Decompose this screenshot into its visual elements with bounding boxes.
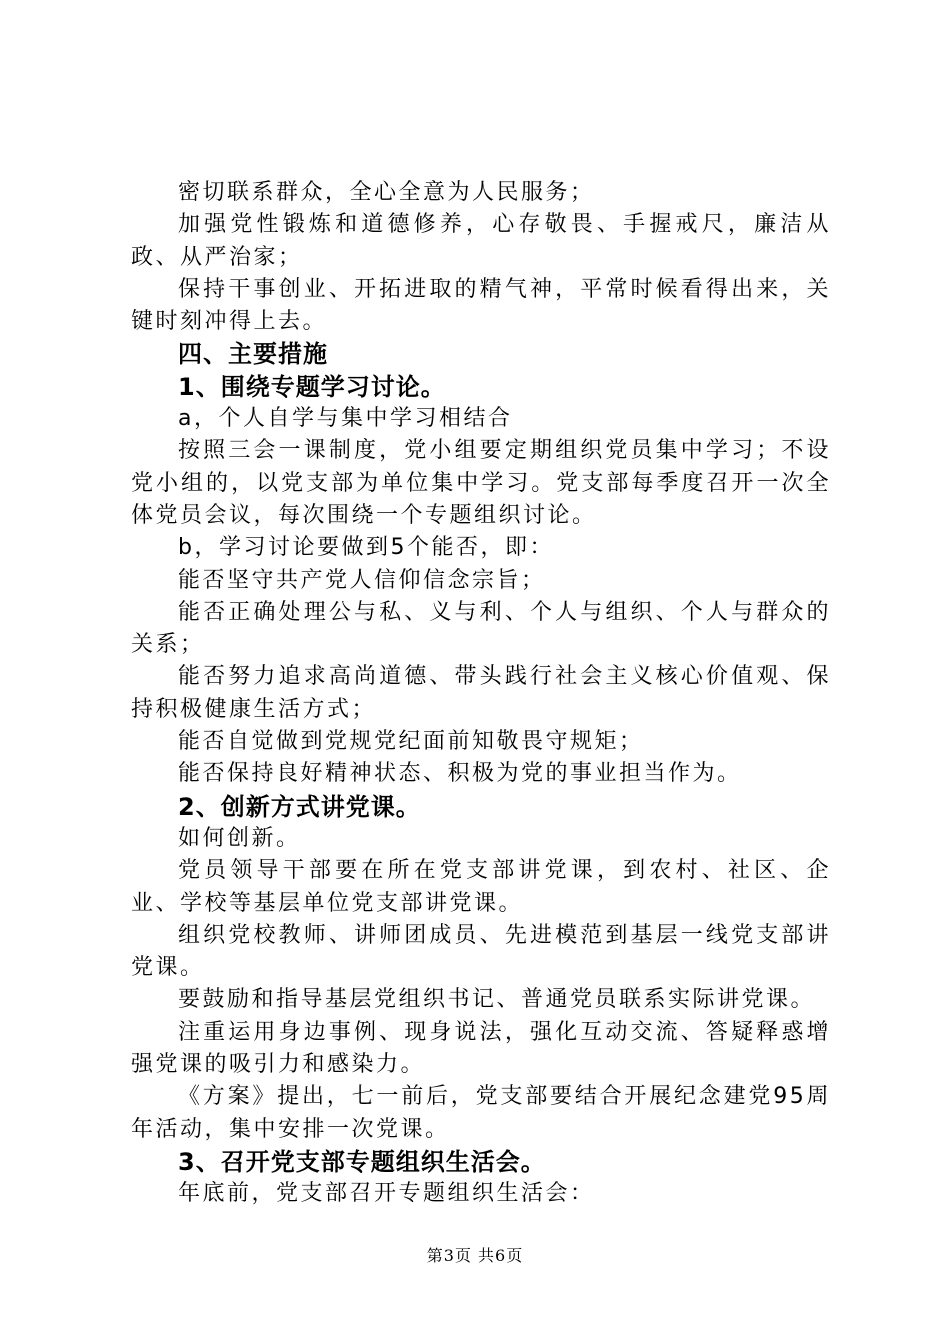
section-heading: 四、主要措施 xyxy=(178,340,328,369)
document-body xyxy=(131,177,831,1211)
body-paragraph: b，学习讨论要做到5个能否，即： xyxy=(178,535,554,561)
section-heading: 1、围绕专题学习讨论。 xyxy=(178,372,446,401)
body-paragraph: 年底前，党支部召开专题组织生活会： xyxy=(178,1181,595,1207)
body-paragraph: 能否努力追求高尚道德、带头践行社会主义核心价值观、保持积极健康生活方式； xyxy=(131,664,831,722)
body-paragraph: 《方案》提出，七一前后，党支部要结合开展纪念建党95周年活动，集中安排一次党课。 xyxy=(131,1084,831,1142)
body-paragraph: 要鼓励和指导基层党组织书记、普通党员联系实际讲党课。 xyxy=(178,987,816,1013)
body-paragraph: 如何创新。 xyxy=(178,825,301,851)
body-paragraph: 按照三会一课制度，党小组要定期组织党员集中学习；不设党小组的，以党支部为单位集中学习。党支部每季度召开一次全体党员会议，每次围绕一个专题组织讨论。 xyxy=(131,438,831,528)
body-paragraph: 保持干事创业、开拓进取的精气神，平常时候看得出来，关键时刻冲得上去。 xyxy=(131,276,831,335)
body-paragraph: a，个人自学与集中学习相结合 xyxy=(178,406,513,432)
body-paragraph: 党员领导干部要在所在党支部讲党课，到农村、社区、企业、学校等基层单位党支部讲党课。 xyxy=(131,858,831,916)
body-paragraph: 能否自觉做到党规党纪面前知敬畏守规矩； xyxy=(178,729,644,755)
body-paragraph: 密切联系群众，全心全意为人民服务； xyxy=(178,180,595,205)
page-footer: 第3页 共6页 xyxy=(426,1246,524,1265)
body-paragraph: 能否坚守共产党人信仰信念宗旨； xyxy=(178,567,546,593)
section-heading: 3、召开党支部专题组织生活会。 xyxy=(178,1147,546,1176)
body-paragraph: 注重运用身边事例、现身说法，强化互动交流、答疑释惑增强党课的吸引力和感染力。 xyxy=(131,1019,831,1078)
body-paragraph: 能否正确处理公与私、义与利、个人与组织、个人与群众的关系； xyxy=(131,599,831,658)
body-paragraph: 加强党性锻炼和道德修养，心存敬畏、手握戒尺，廉洁从政、从严治家； xyxy=(131,212,831,270)
body-paragraph: 能否保持良好精神状态、积极为党的事业担当作为。 xyxy=(178,761,742,787)
body-paragraph: 组织党校教师、讲师团成员、先进模范到基层一线党支部讲党课。 xyxy=(131,922,831,981)
section-heading: 2、创新方式讲党课。 xyxy=(178,792,421,821)
